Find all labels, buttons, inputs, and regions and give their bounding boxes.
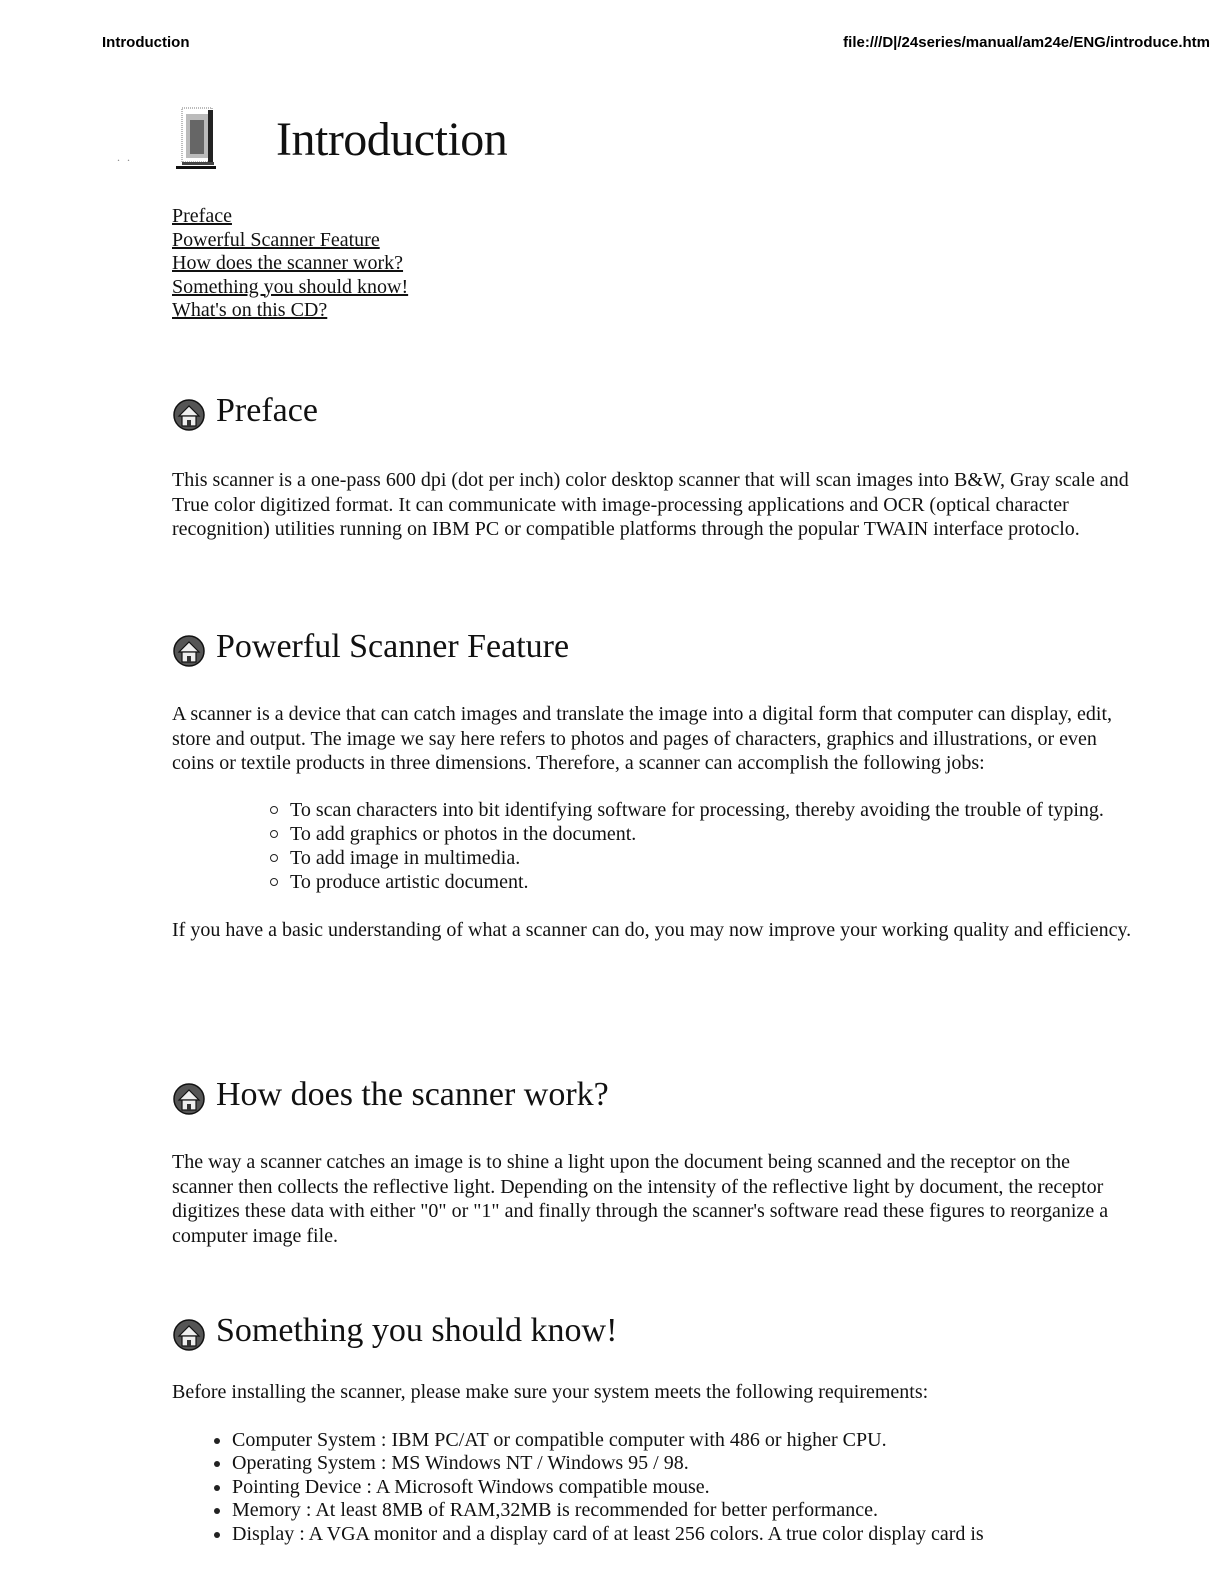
home-icon[interactable] — [172, 632, 206, 668]
toc-link-something-you-should-know[interactable]: Something you should know! — [172, 275, 409, 298]
list-item: To add graphics or photos in the document. — [172, 822, 1132, 846]
home-icon[interactable] — [172, 1316, 206, 1352]
stray-dots: . . — [117, 150, 132, 164]
list-item: Computer System : IBM PC/AT or compatible computer with 486 or higher CPU. — [172, 1429, 1132, 1453]
list-item: To scan characters into bit identifying software for processing, thereby avoiding the trouble of typing. — [172, 798, 1132, 822]
toc-link-powerful-scanner-feature[interactable]: Powerful Scanner Feature — [172, 228, 380, 251]
toc-link-how-scanner-works[interactable]: How does the scanner work? — [172, 252, 404, 274]
requirements-intro: Before installing the scanner, please make sure your system meets the following requirements: — [172, 1381, 929, 1403]
document-page-icon — [172, 106, 220, 176]
feature-body: A scanner is a device that can catch images and translate the image into a digital form that computer can display, edit, store and output. The image we say here refers to photos and pages of characters, graphics and illustrations, or even coins or textile products in three dimensions. Therefore, a scanner can accomplish the following jobs: — [172, 703, 1113, 774]
system-requirements-list — [172, 1429, 1132, 1547]
section-heading — [172, 626, 1132, 668]
feature-closing: If you have a basic understanding of what a scanner can do, you may now improve your working quality and efficiency. — [172, 918, 1132, 941]
section-heading — [172, 1074, 1132, 1116]
section-powerful-scanner-feature — [172, 626, 1132, 942]
section-heading — [172, 390, 1132, 432]
section-how-scanner-works — [172, 1074, 1132, 1248]
section-title: How does the scanner work? — [216, 1076, 609, 1114]
toc-link-preface[interactable]: Preface — [172, 205, 232, 227]
preface-body: This scanner is a one-pass 600 dpi (dot per inch) color desktop scanner that will scan images into B&W, Gray scale and True color digitized format. It can communicate with image-processing applications and OCR (optical character recognition) utilities running on IBM PC or compatible platforms through the popular TWAIN interface protoclo. — [172, 469, 1129, 540]
list-item: Display : A VGA monitor and a display card of at least 256 colors. A true color display card is — [172, 1523, 1132, 1547]
running-header-title: Introduction — [102, 34, 190, 51]
list-item: Operating System : MS Windows NT / Windows 95 / 98. — [172, 1452, 1132, 1476]
section-preface — [172, 390, 1132, 542]
how-body: The way a scanner catches an image is to shine a light upon the document being scanned and the receptor on the scanner then collects the reflective light. Depending on the intensity of the reflective light by document, the receptor digitizes these data with either "0" or "1" and finally through the scanner's software read these figures to reorganize a computer image file. — [172, 1151, 1109, 1247]
home-icon[interactable] — [172, 396, 206, 432]
list-item: To add image in multimedia. — [172, 846, 1132, 870]
list-item: Pointing Device : A Microsoft Windows compatible mouse. — [172, 1476, 1132, 1500]
section-something-you-should-know — [172, 1310, 1132, 1546]
section-title: Something you should know! — [216, 1312, 618, 1350]
scanner-jobs-list — [172, 798, 1132, 894]
table-of-contents — [172, 205, 408, 323]
home-icon[interactable] — [172, 1080, 206, 1116]
page-title: Introduction — [276, 113, 508, 166]
section-title: Preface — [216, 392, 318, 430]
list-item: To produce artistic document. — [172, 870, 1132, 894]
running-header-url: file:///D|/24series/manual/am24e/ENG/introduce.htm — [843, 34, 1210, 51]
section-title: Powerful Scanner Feature — [216, 628, 570, 666]
list-item: Memory : At least 8MB of RAM,32MB is recommended for better performance. — [172, 1499, 1132, 1523]
toc-link-whats-on-this-cd[interactable]: What's on this CD? — [172, 299, 328, 321]
section-heading — [172, 1310, 1132, 1352]
